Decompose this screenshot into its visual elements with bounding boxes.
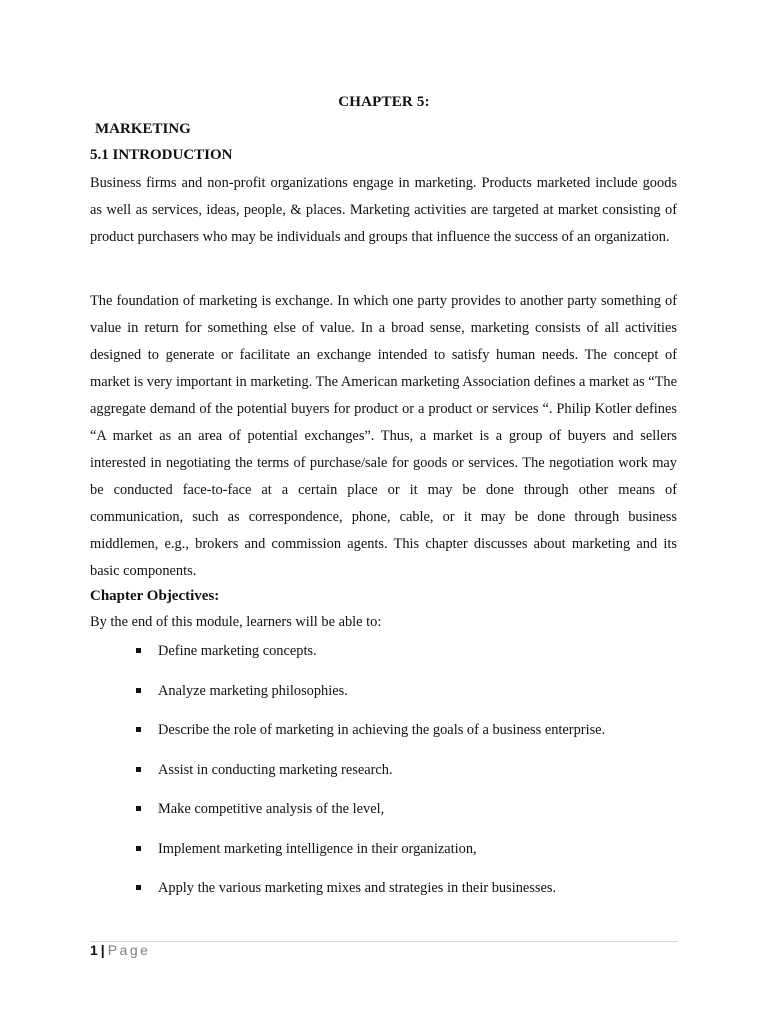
objectives-list xyxy=(133,638,693,915)
square-bullet-icon xyxy=(136,648,141,653)
footer-divider xyxy=(90,941,678,942)
chapter-title xyxy=(0,94,768,111)
objective-text: Assist in conducting marketing research. xyxy=(158,761,393,778)
objective-text: Define marketing concepts. xyxy=(158,643,317,659)
objective-item xyxy=(133,638,693,678)
square-bullet-icon xyxy=(136,885,141,890)
objectives-intro: By the end of this module, learners will be able to: xyxy=(90,614,382,630)
page-number: 1 xyxy=(90,942,98,958)
section-heading-introduction: 5.1 INTRODUCTION xyxy=(90,147,233,163)
square-bullet-icon xyxy=(136,727,141,732)
objectives-heading: Chapter Objectives: xyxy=(90,588,220,604)
objective-text: Describe the role of marketing in achieving the goals of a business enterprise. xyxy=(158,722,606,738)
objective-item xyxy=(133,757,693,797)
objective-item xyxy=(133,717,693,757)
section-heading-marketing: MARKETING xyxy=(95,121,191,137)
footer-separator: | xyxy=(100,942,105,958)
square-bullet-icon xyxy=(136,767,141,772)
paragraph-foundation: The foundation of marketing is exchange. In which one party provides to another party something of value in return for something else of value. In a broad sense, marketing consists of all activities designed to generate or facilitate an exchange intended to satisfy human needs. The concept of market is very important in marketing. The American marketing Association defines a market as “The aggregate demand of the potential buyers for product or a product or services “. Philip Kotler defines “A market as an area of potential exchanges”. Thus, a market is a group of buyers and sellers interested in negotiating the terms of purchase/sale for goods or services. The negotiation work may be conducted face-to-face at a certain place or it may be done through other means of communication, such as correspondence, phone, cable, or it may be done through business middlemen, e.g., brokers and commission agents. This chapter discusses about marketing and its basic components. xyxy=(90,293,677,579)
chapter-title-text: CHAPTER 5: xyxy=(338,94,430,110)
page-label: Page xyxy=(107,942,151,958)
objective-text: Analyze marketing philosophies. xyxy=(158,682,348,699)
page-footer xyxy=(90,942,150,958)
square-bullet-icon xyxy=(136,688,141,693)
objective-text: Make competitive analysis of the level, xyxy=(158,801,385,817)
objective-text: Apply the various marketing mixes and strategies in their businesses. xyxy=(158,880,557,896)
objective-text: Implement marketing intelligence in their organization, xyxy=(158,840,477,857)
objective-item xyxy=(133,875,693,915)
objective-item xyxy=(133,678,693,718)
objective-item xyxy=(133,796,693,836)
paragraph-intro: Business firms and non-profit organizations engage in marketing. Products marketed include goods as well as services, ideas, people, & places. Marketing activities are targeted at market consisting of product purchasers who may be individuals and groups that influence the success of an organization. xyxy=(90,175,677,245)
square-bullet-icon xyxy=(136,806,141,811)
square-bullet-icon xyxy=(136,846,141,851)
objective-item xyxy=(133,836,693,876)
